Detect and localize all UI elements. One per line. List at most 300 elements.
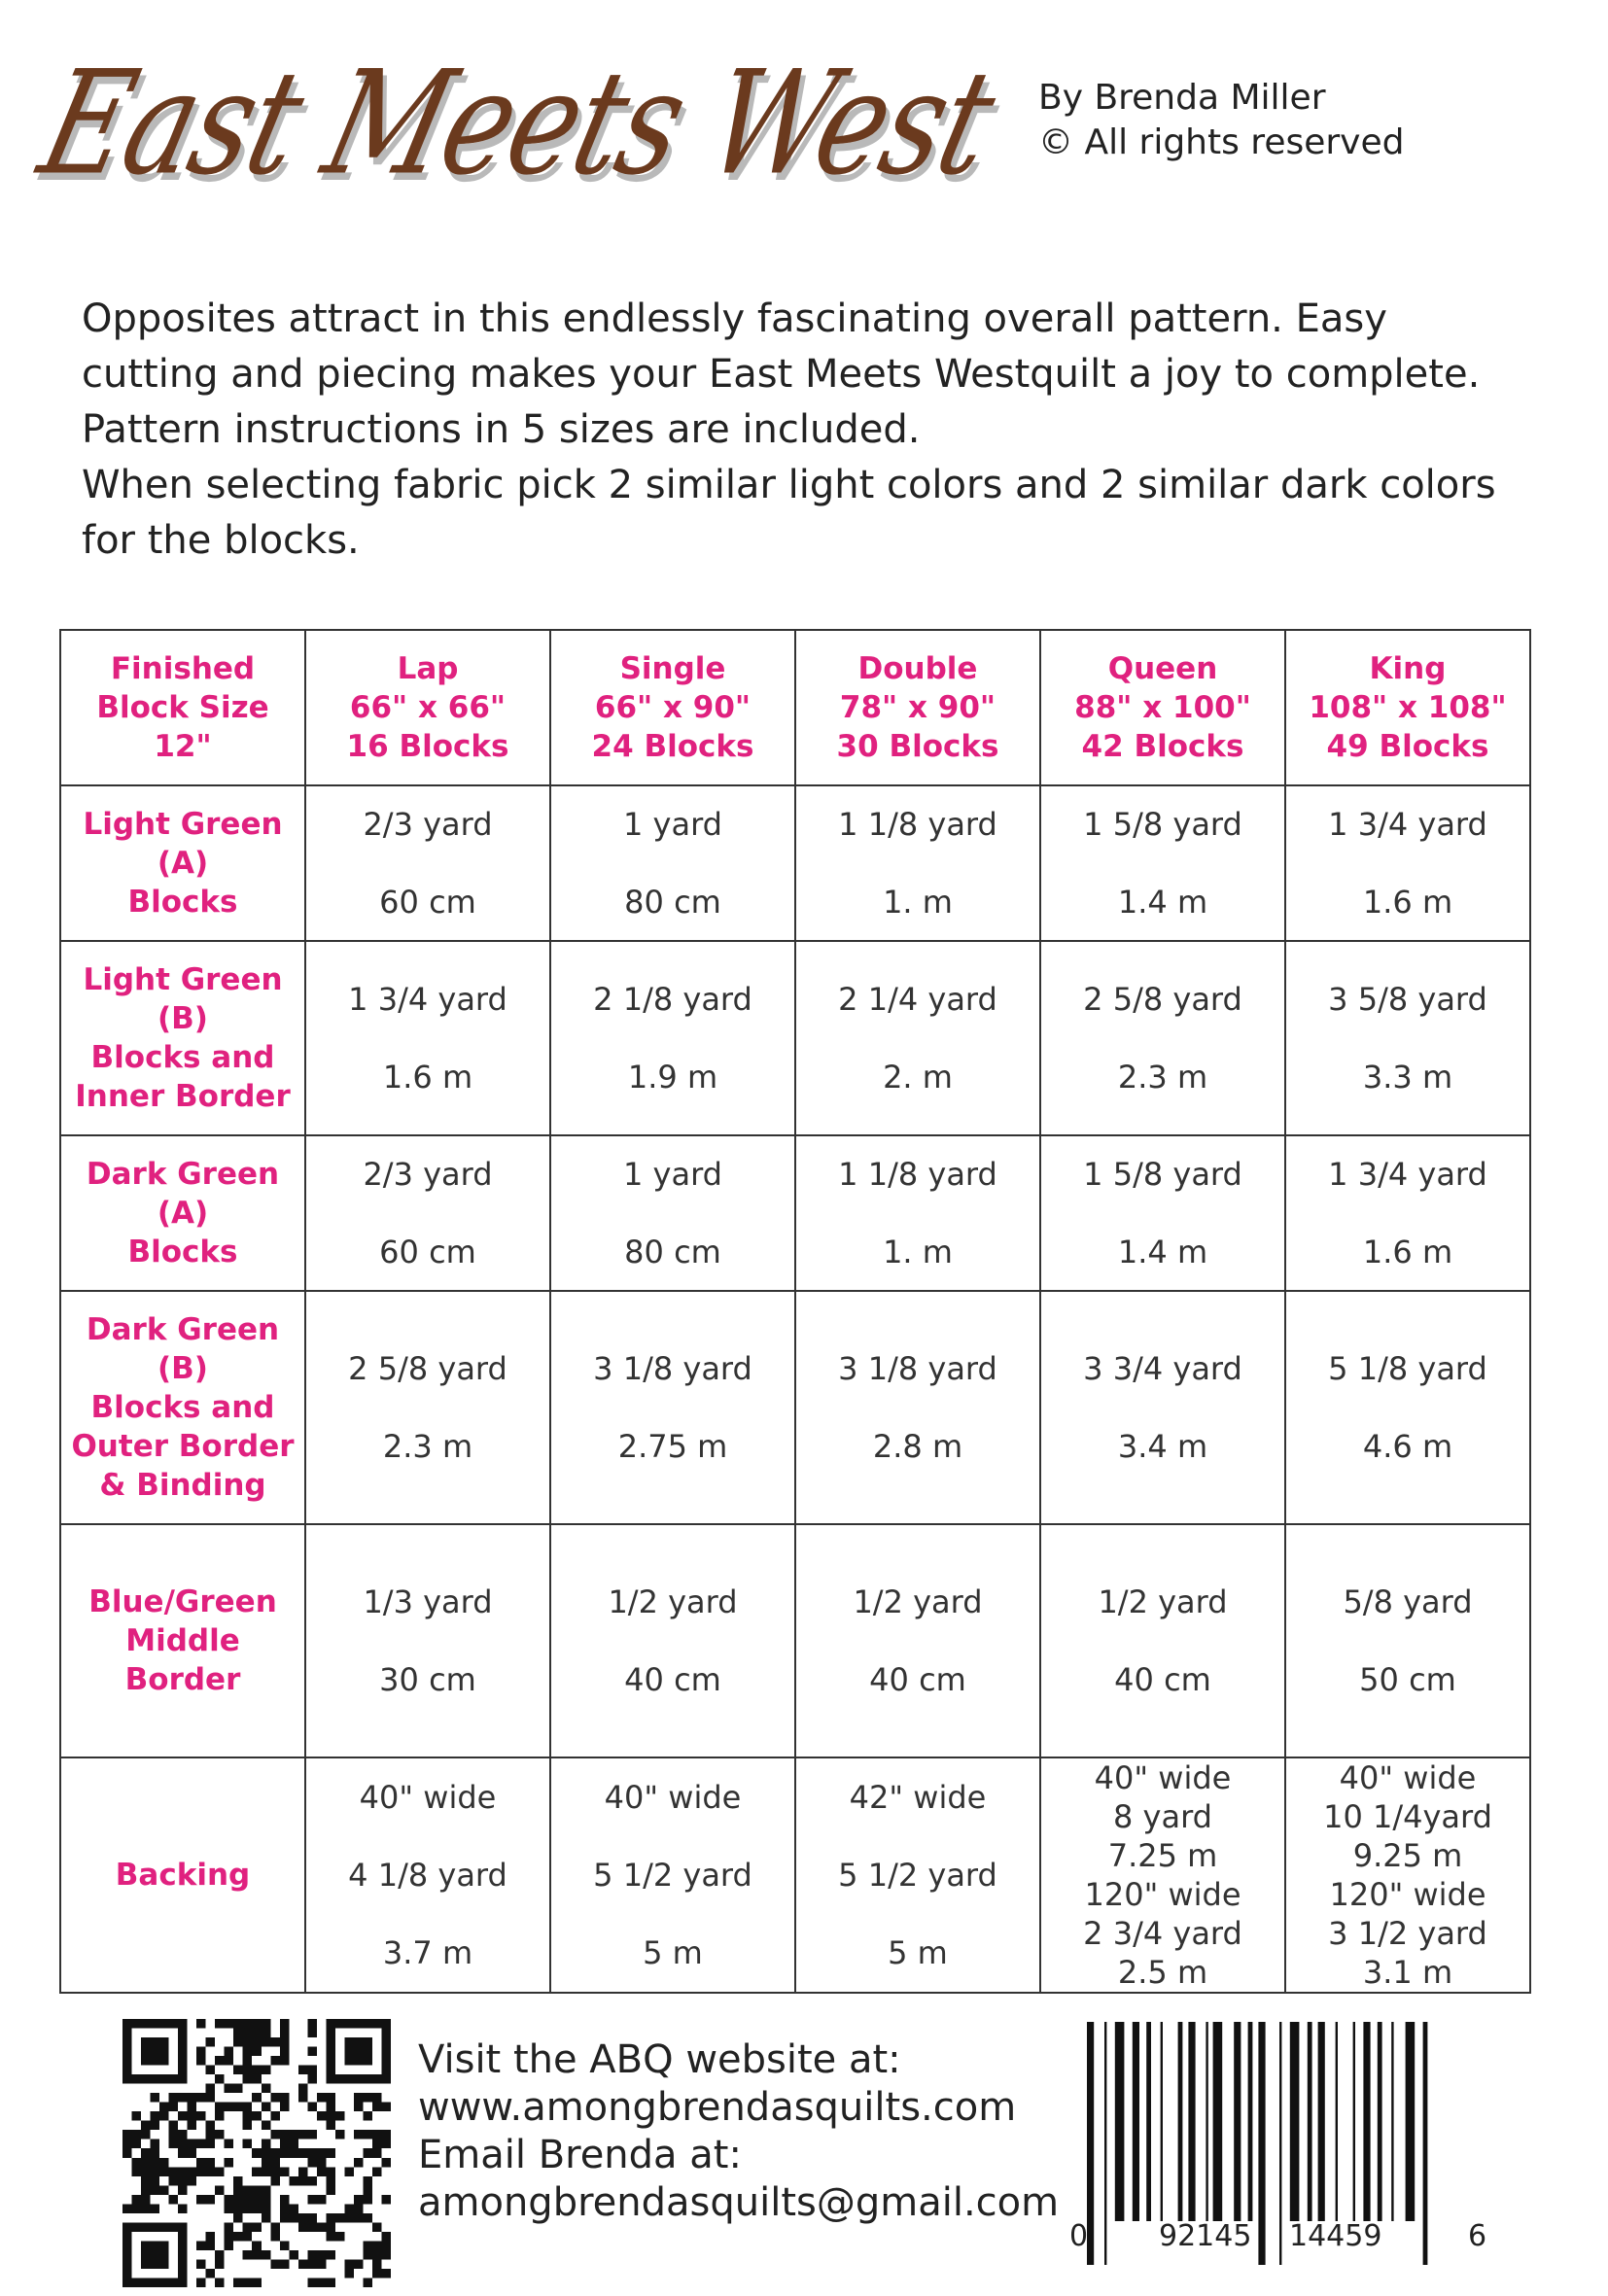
header-line: Single — [619, 651, 726, 686]
qr-module — [169, 2139, 179, 2149]
visit-label: Visit the ABQ website at: — [418, 2037, 901, 2082]
qr-module — [270, 2158, 280, 2168]
label-line: (B) — [157, 1351, 208, 1386]
qr-module — [132, 2158, 142, 2168]
qr-module — [206, 2241, 216, 2250]
qr-module — [335, 2232, 345, 2242]
amount-line: 3.3 m — [1362, 1059, 1453, 1096]
qr-module — [262, 2213, 271, 2223]
spacer — [1286, 1194, 1529, 1233]
qr-module — [307, 2130, 317, 2139]
qr-module — [363, 2195, 372, 2205]
qr-module — [317, 2158, 327, 2168]
amount-line: 4.6 m — [1362, 1428, 1453, 1465]
qr-module — [188, 2111, 197, 2121]
qr-module — [233, 2037, 243, 2047]
header-line: King — [1369, 651, 1447, 686]
qr-module — [363, 2278, 372, 2287]
qr-module — [215, 2185, 225, 2195]
qr-module — [372, 2241, 382, 2250]
qr-module — [122, 2148, 132, 2158]
label-line: Light Green — [83, 962, 283, 997]
qr-module — [326, 2121, 335, 2131]
amount-line: 3 1/2 yard — [1328, 1915, 1487, 1952]
qr-module — [280, 2148, 290, 2158]
qr-module — [262, 2185, 271, 2195]
qr-module — [363, 2148, 372, 2158]
qr-module — [381, 2103, 391, 2112]
qr-module — [354, 2204, 364, 2213]
qr-module — [307, 2074, 317, 2084]
header-line: 66" x 90" — [594, 690, 752, 725]
amount-line: 5 1/2 yard — [838, 1857, 997, 1894]
header-line: Double — [857, 651, 978, 686]
spacer — [551, 1019, 794, 1058]
amount-line: 80 cm — [624, 1234, 721, 1270]
qr-module — [372, 2103, 382, 2112]
yardage-cell — [305, 785, 550, 941]
header-row — [60, 630, 1530, 785]
amount-line: 2.8 m — [872, 1428, 963, 1465]
yardage-cell — [795, 1524, 1040, 1757]
qr-module — [372, 2259, 382, 2269]
label-line: Backing — [115, 1858, 251, 1893]
qr-module — [215, 2019, 225, 2029]
qr-module — [298, 2176, 308, 2186]
qr-module — [243, 2250, 253, 2260]
qr-module — [344, 2037, 372, 2066]
qr-module — [363, 2111, 372, 2121]
qr-module — [141, 2195, 151, 2205]
qr-module — [243, 2232, 253, 2242]
qr-module — [196, 2139, 206, 2149]
qr-module — [307, 2213, 317, 2223]
qr-module — [252, 2093, 262, 2103]
qr-module — [317, 2093, 327, 2103]
amount-line: 2.5 m — [1117, 1954, 1208, 1991]
amount-line: 5 1/8 yard — [1328, 1350, 1487, 1387]
qr-module — [326, 2213, 335, 2223]
yardage-cell — [795, 1135, 1040, 1291]
qr-module — [196, 2278, 206, 2287]
barcode-bar — [1406, 2022, 1416, 2221]
yardage-cell — [550, 1135, 795, 1291]
qr-module — [225, 2047, 234, 2057]
qr-module — [196, 2158, 206, 2168]
qr-module — [307, 2019, 317, 2029]
header-line: 88" x 100" — [1074, 690, 1251, 725]
spacer — [306, 844, 549, 883]
spacer — [1286, 844, 1529, 883]
qr-module — [298, 2084, 308, 2094]
spacer — [306, 1817, 549, 1856]
qr-module — [151, 2148, 160, 2158]
barcode-digit-1: 92145 — [1159, 2219, 1252, 2253]
amount-line: 10 1/4yard — [1323, 1798, 1492, 1835]
yardage-cell — [1285, 1757, 1530, 1993]
qr-module — [372, 2269, 382, 2279]
yardage-cell — [1040, 1135, 1285, 1291]
amount-line: 1 5/8 yard — [1083, 1156, 1242, 1193]
qr-module — [169, 2093, 179, 2103]
qr-module — [243, 2195, 253, 2205]
amount-line: 1. m — [883, 1234, 953, 1270]
qr-module — [252, 2148, 262, 2158]
yardage-cell — [1040, 1757, 1285, 1993]
amount-line: 1/2 yard — [608, 1583, 738, 1620]
qr-module — [243, 2204, 253, 2213]
qr-module — [141, 2158, 151, 2168]
barcode-bar — [1258, 2022, 1265, 2265]
amount-line: 80 cm — [624, 884, 721, 921]
qr-module — [280, 2195, 290, 2205]
header-line: Finished — [110, 651, 256, 686]
barcode-bar — [1391, 2022, 1393, 2221]
qr-module — [307, 2278, 317, 2287]
qr-module — [252, 2278, 262, 2287]
qr-module — [169, 2167, 179, 2176]
amount-line: 3.7 m — [382, 1934, 473, 1971]
qr-module — [270, 2259, 280, 2269]
yardage-cell — [305, 1757, 550, 1993]
qr-module — [298, 2213, 308, 2223]
qr-module — [243, 2047, 253, 2057]
header-line: 66" x 66" — [349, 690, 507, 725]
qr-module — [363, 2093, 372, 2103]
spacer — [796, 1019, 1039, 1058]
label-line: Dark Green — [86, 1312, 280, 1347]
email-link[interactable]: amongbrendasquilts@gmail.com — [418, 2180, 1060, 2225]
header-line: 108" x 108" — [1309, 690, 1507, 725]
qr-module — [252, 2185, 262, 2195]
amount-line: 1 3/4 yard — [348, 981, 507, 1018]
qr-module — [344, 2167, 354, 2176]
amount-line: 1.6 m — [1362, 1234, 1453, 1270]
header-line: 24 Blocks — [591, 729, 754, 764]
barcode-bar — [1378, 2022, 1382, 2221]
qr-module — [363, 2185, 372, 2195]
amount-line: 40" wide — [1094, 1759, 1232, 1796]
yardage-cell — [550, 1757, 795, 1993]
barcode-digit-2: 14459 — [1289, 2219, 1382, 2253]
qr-module — [215, 2250, 225, 2260]
author-line: By Brenda Miller — [1038, 78, 1326, 118]
qr-module — [225, 2204, 234, 2213]
amount-line: 3 3/4 yard — [1083, 1350, 1242, 1387]
qr-module — [262, 2037, 271, 2047]
qr-module — [243, 2139, 253, 2149]
fabric-label — [60, 1757, 305, 1993]
qr-module — [225, 2019, 234, 2029]
qr-module — [206, 2084, 216, 2094]
amount-line: 2 5/8 yard — [1083, 981, 1242, 1018]
qr-module — [206, 2130, 216, 2139]
qr-module — [215, 2130, 225, 2139]
barcode-bar — [1318, 2022, 1325, 2221]
qr-module — [178, 2111, 188, 2121]
qr-module — [233, 2066, 243, 2075]
qr-module — [381, 2232, 391, 2242]
website-link[interactable]: www.amongbrendasquilts.com — [418, 2085, 1017, 2130]
qr-module — [307, 2250, 317, 2260]
amount-line: 2/3 yard — [363, 1156, 493, 1193]
amount-line: 1 5/8 yard — [1083, 806, 1242, 843]
qr-module — [298, 2130, 308, 2139]
amount-line: 1.6 m — [1362, 884, 1453, 921]
qr-code — [122, 2019, 391, 2287]
qr-module — [243, 2074, 253, 2084]
qr-module — [243, 2029, 253, 2038]
qr-module — [243, 2037, 253, 2047]
qr-module — [270, 2093, 280, 2103]
intro-paragraph-1: Opposites attract in this endlessly fascinating overall pattern. Easy cutting and piecing makes your East Meets Westquilt a joy to complete. Pattern instructions in 5 sizes are included. — [82, 296, 1481, 452]
qr-module — [298, 2167, 308, 2176]
amount-line: 2 1/8 yard — [593, 981, 752, 1018]
amount-line: 42" wide — [849, 1779, 987, 1816]
barcode-bar — [1336, 2022, 1338, 2221]
spacer — [796, 1895, 1039, 1933]
size-header — [550, 630, 795, 785]
qr-module — [252, 2047, 262, 2057]
qr-module — [298, 2259, 308, 2269]
qr-module — [307, 2029, 317, 2038]
qr-module — [289, 2204, 298, 2213]
spacer — [1041, 1194, 1284, 1233]
qr-module — [151, 2176, 160, 2186]
qr-module — [188, 2176, 197, 2186]
yardage-cell — [1285, 1524, 1530, 1757]
qr-module — [206, 2167, 216, 2176]
amount-line: 1.4 m — [1117, 1234, 1208, 1270]
qr-module — [280, 2047, 290, 2057]
qr-module — [215, 2111, 225, 2121]
qr-module — [298, 2148, 308, 2158]
yardage-cell — [305, 1291, 550, 1524]
amount-line: 3.4 m — [1117, 1428, 1208, 1465]
fabric-label — [60, 1524, 305, 1757]
qr-module — [381, 2195, 391, 2205]
fabric-row — [60, 1524, 1530, 1757]
fabric-row — [60, 1135, 1530, 1291]
qr-module — [326, 2148, 335, 2158]
qr-module — [132, 2195, 142, 2205]
qr-module — [188, 2103, 197, 2112]
qr-module — [289, 2139, 298, 2149]
qr-module — [196, 2047, 206, 2057]
spacer — [551, 1817, 794, 1856]
qr-module — [178, 2176, 188, 2186]
header-line: Queen — [1107, 651, 1218, 686]
amount-line: 40" wide — [359, 1779, 497, 1816]
header-line: 30 Blocks — [836, 729, 999, 764]
qr-module — [252, 2029, 262, 2038]
qr-module — [354, 2130, 364, 2139]
size-header — [1285, 630, 1530, 785]
qr-module — [141, 2185, 151, 2195]
qr-module — [159, 2158, 169, 2168]
qr-module — [233, 2019, 243, 2029]
qr-module — [262, 2250, 271, 2260]
amount-line: 120" wide — [1329, 1876, 1486, 1913]
qr-module — [206, 2037, 216, 2047]
qr-module — [188, 2139, 197, 2149]
barcode-bar — [1363, 2022, 1370, 2221]
qr-module — [280, 2056, 290, 2066]
qr-module — [178, 2167, 188, 2176]
qr-module — [188, 2093, 197, 2103]
header-line: 12" — [154, 729, 212, 764]
qr-module — [196, 2259, 206, 2269]
qr-module — [206, 2269, 216, 2279]
yardage-cell — [1040, 941, 1285, 1135]
amount-line: 3 1/8 yard — [593, 1350, 752, 1387]
amount-line: 7.25 m — [1107, 1837, 1218, 1874]
amount-line: 3 1/8 yard — [838, 1350, 997, 1387]
amount-line: 3.1 m — [1362, 1954, 1453, 1991]
fabric-label — [60, 1135, 305, 1291]
qr-module — [317, 2259, 327, 2269]
qr-module — [307, 2047, 317, 2057]
qr-module — [252, 2241, 262, 2250]
qr-module — [317, 2250, 327, 2260]
amount-line: 30 cm — [379, 1661, 476, 1698]
qr-module — [381, 2241, 391, 2250]
qr-module — [233, 2176, 243, 2186]
amount-line: 1/2 yard — [853, 1583, 983, 1620]
barcode-bar — [1308, 2022, 1312, 2221]
qr-module — [206, 2158, 216, 2168]
barcode-bar — [1279, 2022, 1281, 2265]
qr-module — [151, 2185, 160, 2195]
qr-module — [363, 2241, 372, 2250]
qr-module — [178, 2185, 188, 2195]
qr-module — [215, 2259, 225, 2269]
spacer — [306, 1194, 549, 1233]
qr-module — [225, 2139, 234, 2149]
barcode-bar — [1353, 2022, 1355, 2221]
qr-module — [122, 2139, 132, 2149]
qr-module — [206, 2139, 216, 2149]
fabric-row — [60, 941, 1530, 1135]
qr-module — [289, 2148, 298, 2158]
qr-module — [243, 2121, 253, 2131]
qr-module — [298, 2066, 308, 2075]
qr-module — [252, 2222, 262, 2232]
qr-module — [252, 2250, 262, 2260]
qr-module — [122, 2130, 132, 2139]
qr-module — [141, 2148, 151, 2158]
amount-line: 40 cm — [869, 1661, 966, 1698]
qr-module — [243, 2222, 253, 2232]
qr-module — [206, 2232, 216, 2242]
qr-module — [280, 2204, 290, 2213]
yardage-cell — [1285, 1135, 1530, 1291]
qr-module — [178, 2204, 188, 2213]
qr-module — [326, 2093, 335, 2103]
spacer — [306, 1621, 549, 1660]
qr-module — [141, 2176, 151, 2186]
header-line: Lap — [397, 651, 459, 686]
yardage-cell — [1285, 1291, 1530, 1524]
header-line: Block Size — [96, 690, 269, 725]
qr-module — [196, 2056, 206, 2066]
qr-module — [188, 2121, 197, 2131]
qr-module — [335, 2130, 345, 2139]
qr-module — [252, 2204, 262, 2213]
label-line: Inner Border — [75, 1079, 291, 1114]
spacer — [551, 844, 794, 883]
qr-module — [196, 2111, 206, 2121]
yardage-cell — [550, 1291, 795, 1524]
qr-module — [243, 2056, 253, 2066]
qr-module — [196, 2195, 206, 2205]
qr-module — [252, 2195, 262, 2205]
qr-module — [354, 2213, 364, 2223]
qr-module — [178, 2139, 188, 2149]
label-line: Blocks and — [90, 1040, 275, 1075]
barcode-bar — [1115, 2022, 1125, 2221]
qr-module — [159, 2167, 169, 2176]
amount-line: 5 1/2 yard — [593, 1857, 752, 1894]
qr-module — [206, 2093, 216, 2103]
size-header — [1040, 630, 1285, 785]
barcode-bar — [1290, 2022, 1300, 2221]
qr-module — [252, 2019, 262, 2029]
qr-module — [270, 2167, 280, 2176]
amount-line: 40" wide — [604, 1779, 742, 1816]
qr-module — [270, 2148, 280, 2158]
amount-line: 1 yard — [623, 806, 722, 843]
qr-module — [151, 2093, 160, 2103]
qr-module — [280, 2213, 290, 2223]
spacer — [551, 1388, 794, 1427]
label-line: Blue/Green — [88, 1584, 277, 1619]
qr-module — [196, 2093, 206, 2103]
size-header — [305, 630, 550, 785]
yardage-cell — [795, 1757, 1040, 1993]
spacer — [1286, 1019, 1529, 1058]
qr-module — [215, 2167, 225, 2176]
qr-module — [151, 2204, 160, 2213]
qr-module — [178, 2130, 188, 2139]
spacer — [306, 1388, 549, 1427]
page-title: East Meets West — [25, 39, 1009, 207]
qr-module — [262, 2029, 271, 2038]
qr-module — [206, 2066, 216, 2075]
qr-module — [298, 2222, 308, 2232]
qr-module — [372, 2250, 382, 2260]
qr-module — [372, 2130, 382, 2139]
qr-module — [307, 2222, 317, 2232]
qr-module — [196, 2167, 206, 2176]
qr-module — [151, 2111, 160, 2121]
qr-module — [354, 2259, 364, 2269]
amount-line: 40" wide — [1339, 1759, 1477, 1796]
yardage-cell — [1040, 1524, 1285, 1757]
qr-module — [280, 2259, 290, 2269]
spacer — [1286, 1621, 1529, 1660]
qr-module — [280, 2029, 290, 2038]
qr-module — [270, 2232, 280, 2242]
qr-module — [225, 2158, 234, 2168]
yardage-cell — [550, 941, 795, 1135]
spacer — [796, 1388, 1039, 1427]
amount-line: 1 3/4 yard — [1328, 1156, 1487, 1193]
barcode-bar — [1146, 2022, 1151, 2221]
qr-module — [270, 2130, 280, 2139]
qr-module — [326, 2167, 335, 2176]
yardage-cell — [1285, 941, 1530, 1135]
